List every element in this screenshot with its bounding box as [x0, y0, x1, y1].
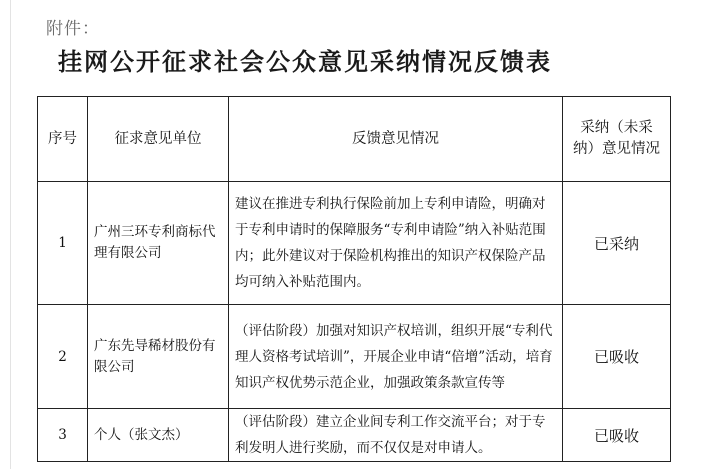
- row-unit: 个人（张文杰）: [88, 409, 229, 462]
- document-title: 挂网公开征求社会公众意见采纳情况反馈表: [58, 48, 552, 76]
- row-feedback: （评估阶段）加强对知识产权培训，组织开展“专利代理人资格考试培训”，开展企业申请“倍增”活动，培育知识产权优势示范企业，加强政策条款宣传等: [229, 305, 563, 409]
- row-status: 已吸收: [563, 409, 671, 462]
- header-feedback: 反馈意见情况: [229, 97, 563, 182]
- feedback-table: [37, 96, 671, 462]
- row-status: 已吸收: [563, 305, 671, 409]
- header-unit: 征求意见单位: [88, 97, 229, 182]
- header-index: 序号: [38, 97, 88, 182]
- row-feedback: （评估阶段）建立企业间专利工作交流平台；对于专利发明人进行奖励，而不仅仅是对申请人。: [229, 409, 563, 462]
- row-feedback: 建议在推进专利执行保险前加上专利申请险，明确对于专利申请时的保障服务“专利申请险”纳入补贴范围内；此外建议对于保险机构推出的知识产权保险产品均可纳入补贴范围内。: [229, 182, 563, 305]
- table-row: [38, 305, 671, 409]
- header-status: 采纳（未采纳）意见情况: [563, 97, 671, 182]
- row-status: 已采纳: [563, 182, 671, 305]
- row-index: 3: [38, 409, 88, 462]
- page-left-border: [10, 0, 11, 469]
- row-unit: 广州三环专利商标代理有限公司: [88, 182, 229, 305]
- row-index: 2: [38, 305, 88, 409]
- table-header-row: [38, 97, 671, 182]
- row-index: 1: [38, 182, 88, 305]
- table-row: [38, 182, 671, 305]
- row-unit: 广东先导稀材股份有限公司: [88, 305, 229, 409]
- table-row: [38, 409, 671, 462]
- attachment-label: 附件：: [46, 19, 100, 39]
